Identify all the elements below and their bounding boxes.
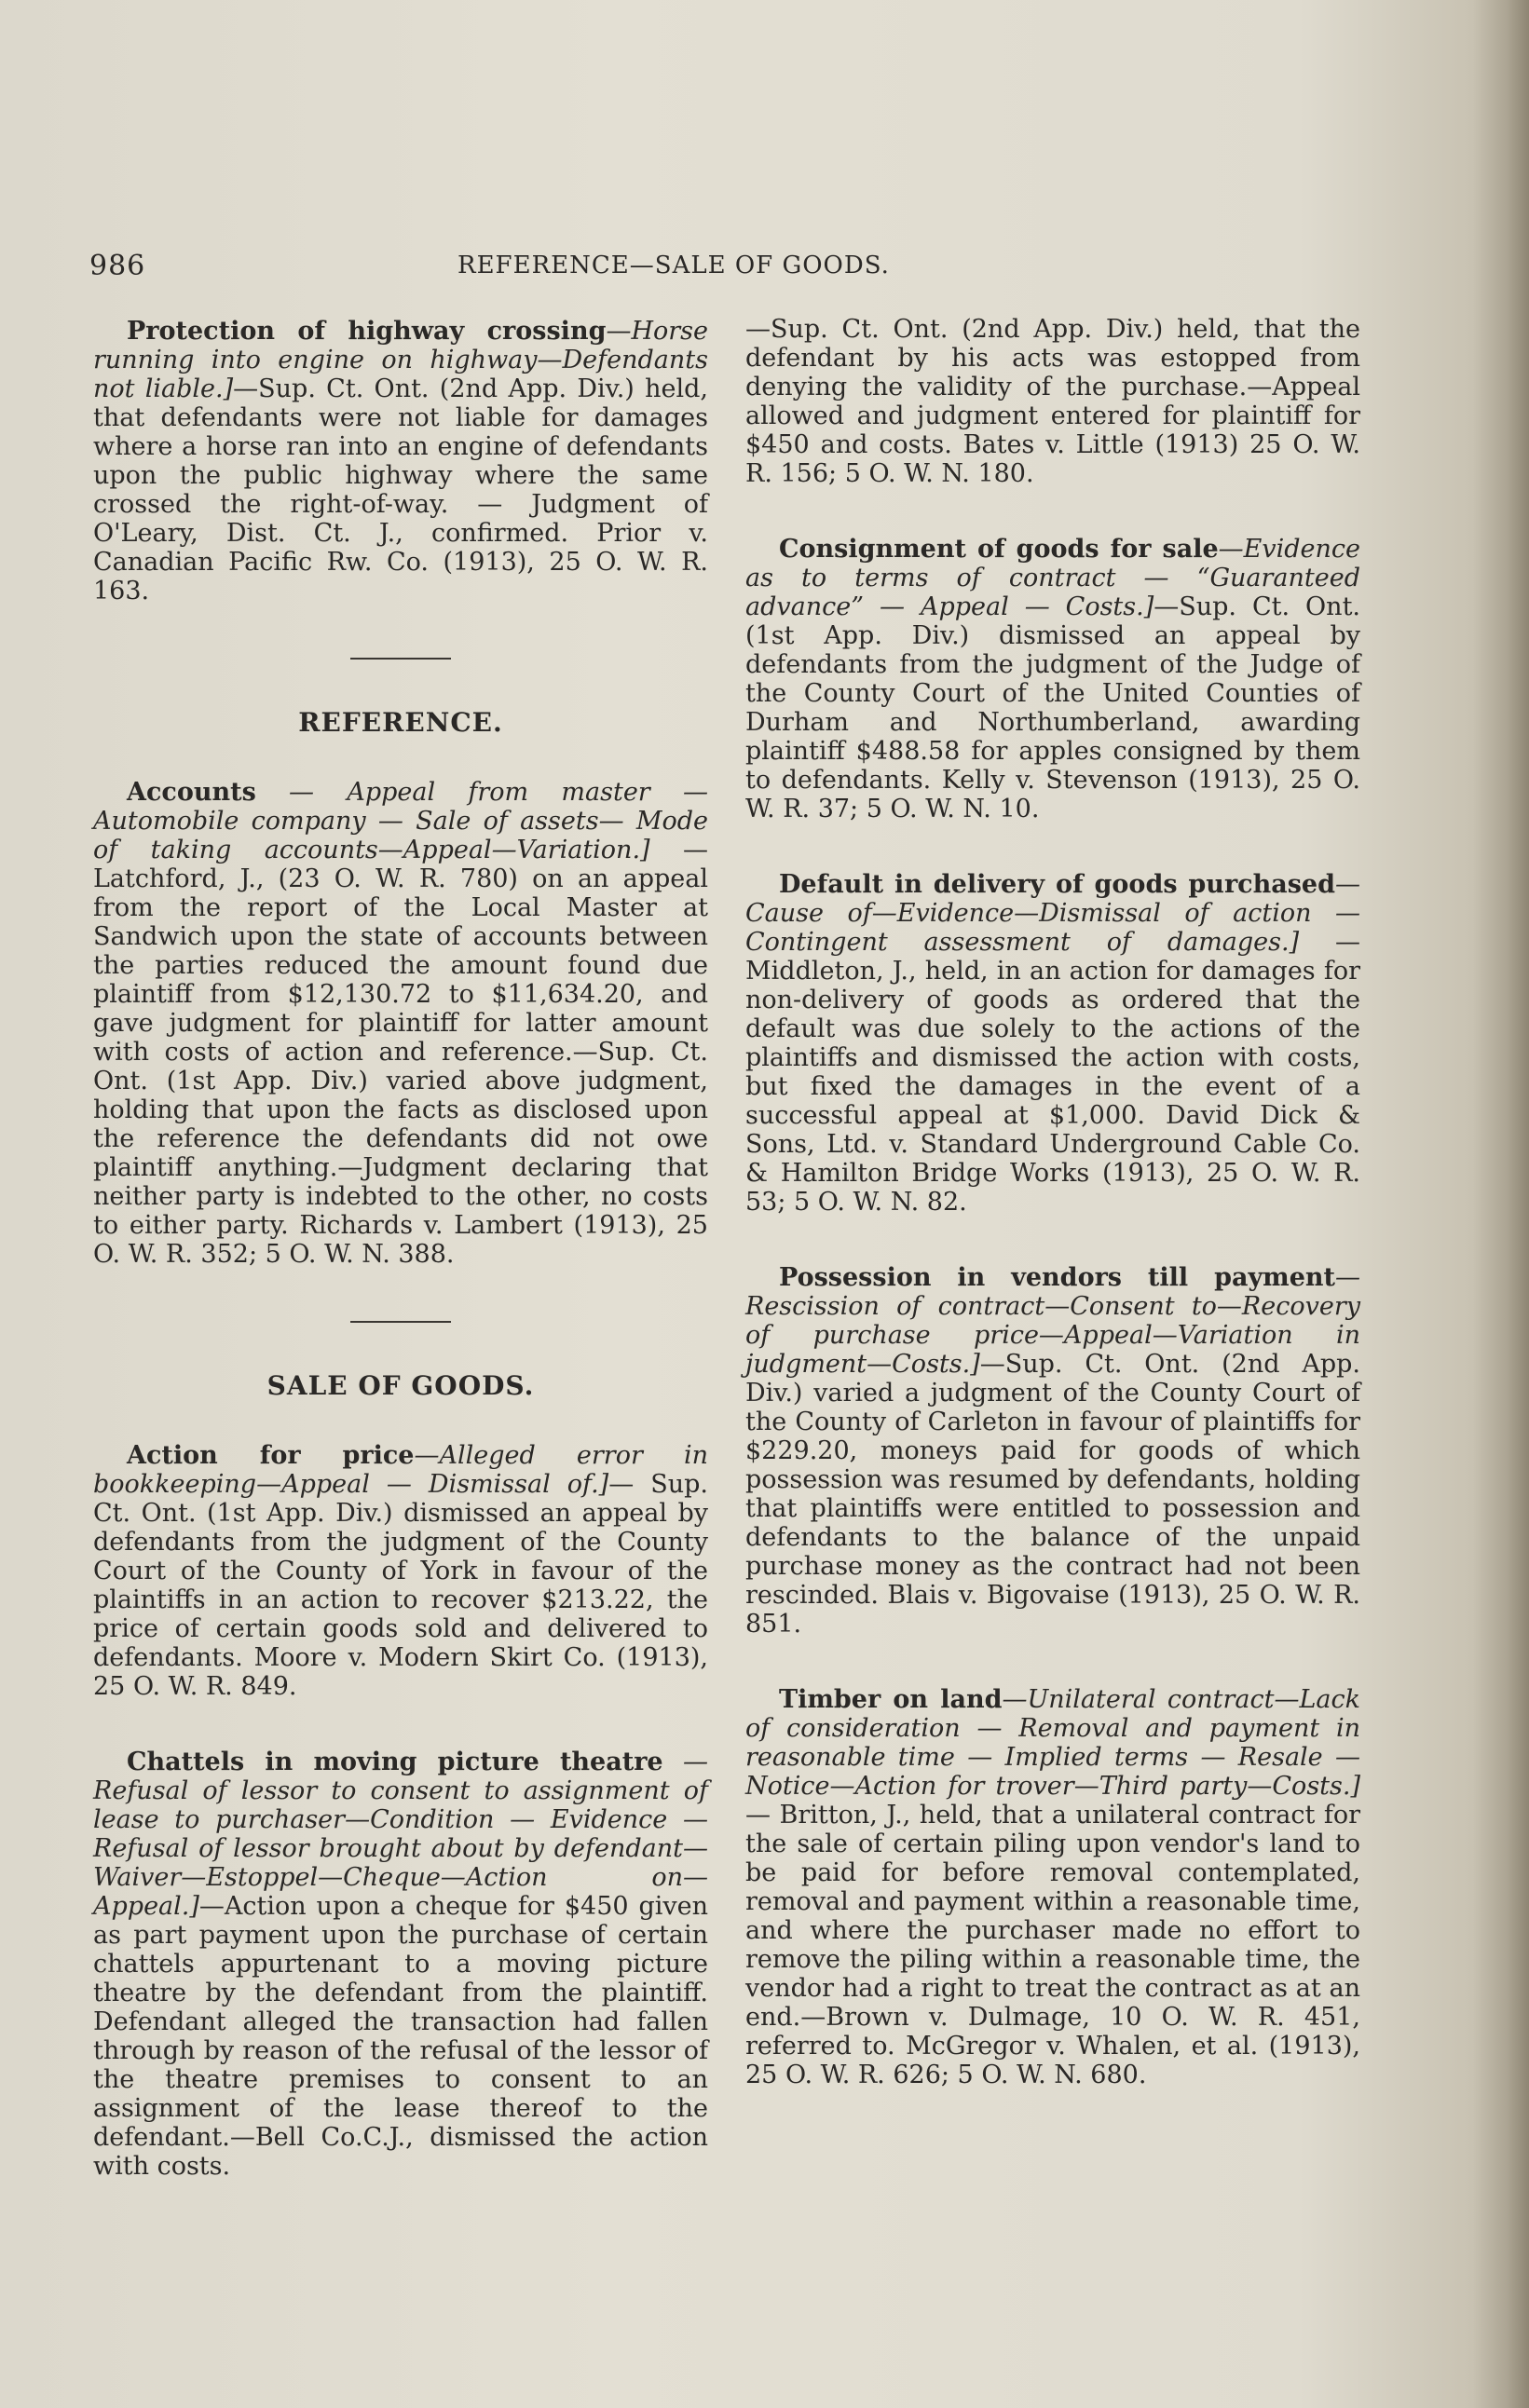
entry-heading: Possession in vendors till payment bbox=[779, 1263, 1335, 1292]
entry-body: —Action upon a cheque for $450 given as part payment upon the purchase of certain chattels appurtenant to a moving picture theatre by the defendant from the plaintiff. Defendant alleged the transaction had fallen through by reason of the refusal of the lessor of the theatre premises to consent to an assignment of the lease thereof to the defendant.—Bell Co.C.J., dismissed the action with costs. bbox=[93, 1892, 708, 2181]
entry-body: —Sup. Ct. Ont. (1st App. Div.) dismissed an appeal by defendants from the judgment of the Judge of the County Court of the United Counties of Durham and Northumberland, awarding plaintiff $488.58 for apples consigned by them to defendants. Kelly v. Stevenson (1913), 25 O. W. R. 37; 5 O. W. N. 10. bbox=[745, 592, 1360, 823]
entry-heading: Default in delivery of goods purchased bbox=[779, 870, 1335, 899]
entry-body: — Sup. Ct. Ont. (1st App. Div.) dismissed an appeal by defendants from the judgment of the County Court of the County of York in favour of the plaintiffs in an action to recover $213.22, the price of certain goods sold and delivered to defendants. Moore v. Modern Skirt Co. (1913), 25 O. W. R. 849. bbox=[93, 1470, 708, 1701]
page-header bbox=[89, 250, 965, 287]
entry-heading: Accounts bbox=[127, 778, 256, 807]
entry-catchwords: —Unilateral contract—Lack of consideration — Removal and payment in reasonable time — Implied terms — Resale — Notice—Action for trover—Third party—Costs.] bbox=[745, 1685, 1360, 1801]
page-number: 986 bbox=[89, 250, 146, 282]
section-title-sale-of-goods: SALE OF GOODS. bbox=[266, 1370, 535, 1401]
entry-body: — Latchford, J., (23 O. W. R. 780) on an appeal from the report of the Local Master at Sandwich upon the state of accounts between the parties reduced the amount found due plaintiff from $12,130.72 to $11,634.20, and gave judgment for plaintiff for latter amount with costs of action and reference.—Sup. Ct. Ont. (1st App. Div.) varied above judgment, holding that upon the facts as disclosed upon the reference the defendants did not owe plaintiff anything.—Judgment declaring that neither party is indebted to the other, no costs to either party. Richards v. Lambert (1913), 25 O. W. R. 352; 5 O. W. N. 388. bbox=[93, 836, 708, 1269]
entry-action-for-price bbox=[93, 1441, 708, 1701]
entry-consignment-of-goods bbox=[745, 535, 1360, 823]
entry-catchwords: —Cause of—Evidence—Dismissal of action — Contingent assessment of damages.] bbox=[745, 870, 1360, 957]
entry-body: —Sup. Ct. Ont. (2nd App. Div.) held, that the defendant by his acts was estopped from denying the validity of the purchase.—Appeal allowed and judgment entered for plaintiff for $450 and costs. Bates v. Little (1913) 25 O. W. R. 156; 5 O. W. N. 180. bbox=[745, 315, 1360, 488]
entry-catchwords: —Evidence as to terms of contract — “Guaranteed advance” — Appeal — Costs.] bbox=[745, 535, 1360, 621]
entry-catchwords: — Refusal of lessor to consent to assignment of lease to purchaser—Condition — Evidence — Refusal of lessor brought about by defendant—Waiver—Estoppel—Cheque—Action on—Appeal.] bbox=[93, 1748, 708, 1921]
entry-heading: Action for price bbox=[127, 1441, 415, 1470]
entry-catchwords: —Horse running into engine on highway—Defendants not liable.] bbox=[93, 317, 708, 403]
entry-continuation bbox=[745, 315, 1360, 488]
entry-body: —Sup. Ct. Ont. (2nd App. Div.) held, that defendants were not liable for damages where a horse ran into an engine of defendants upon the public highway where the same crossed the right-of-way. — Judgment of O'Leary, Dist. Ct. J., confirmed. Prior v. Canadian Pacific Rw. Co. (1913), 25 O. W. R. 163. bbox=[93, 374, 708, 605]
entry-body: — Britton, J., held, that a unilateral contract for the sale of certain piling upon vendor's land to be paid for before removal contemplated, removal and payment within a reasonable time, and where the purchaser made no effort to remove the piling within a reasonable time, the vendor had a right to treat the contract as at an end.—Brown v. Dulmage, 10 O. W. R. 451, referred to. McGregor v. Whalen, et al. (1913), 25 O. W. R. 626; 5 O. W. N. 680. bbox=[745, 1801, 1360, 2089]
page-edge-shadow bbox=[1473, 0, 1529, 2408]
entry-heading: Consignment of goods for sale bbox=[779, 535, 1219, 564]
entry-body: —Sup. Ct. Ont. (2nd App. Div.) varied a judgment of the County Court of the County of Carleton in favour of plaintiffs for $229.20, moneys paid for goods of which possession was resumed by defendants, holding that plaintiffs were entitled to possession and defendants to the balance of the unpaid purchase money as the contract had not been rescinded. Blais v. Bigovaise (1913), 25 O. W. R. 851. bbox=[745, 1350, 1360, 1639]
right-column bbox=[745, 315, 1360, 2136]
entry-chattels-moving-picture bbox=[93, 1748, 708, 2181]
left-column bbox=[93, 317, 708, 2227]
entry-default-in-delivery bbox=[745, 870, 1360, 1217]
entry-accounts bbox=[93, 778, 708, 1269]
entry-catchwords: —Alleged error in bookkeeping—Appeal — Dismissal of.] bbox=[93, 1441, 709, 1499]
entry-heading: Chattels in moving picture theatre bbox=[127, 1748, 663, 1776]
entry-body: — Middleton, J., held, in an action for damages for non-delivery of goods as ordered that the default was due solely to the actions of the plaintiffs and dismissed the action with costs, but fixed the damages in the event of a successful appeal at $1,000. David Dick & Sons, Ltd. v. Standard Underground Cable Co. & Hamilton Bridge Works (1913), 25 O. W. R. 53; 5 O. W. N. 82. bbox=[745, 928, 1360, 1217]
section-title-reference: REFERENCE. bbox=[298, 707, 503, 738]
section-divider bbox=[350, 658, 451, 660]
entry-heading: Protection of highway crossing bbox=[127, 317, 607, 346]
entry-protection-highway-crossing bbox=[93, 317, 708, 605]
entry-catchwords: — Appeal from master — Automobile company — Sale of assets— Mode of taking accounts—Appeal—Variation.] bbox=[93, 778, 708, 864]
running-title: REFERENCE—SALE OF GOODS. bbox=[457, 252, 890, 279]
entry-possession-in-vendors bbox=[745, 1263, 1360, 1639]
entry-timber-on-land bbox=[745, 1685, 1360, 2089]
entry-heading: Timber on land bbox=[779, 1685, 1003, 1714]
entry-catchwords: —Rescission of contract—Consent to—Recovery of purchase price—Appeal—Variation in judgment—Costs.] bbox=[745, 1263, 1360, 1379]
section-divider bbox=[350, 1321, 451, 1323]
